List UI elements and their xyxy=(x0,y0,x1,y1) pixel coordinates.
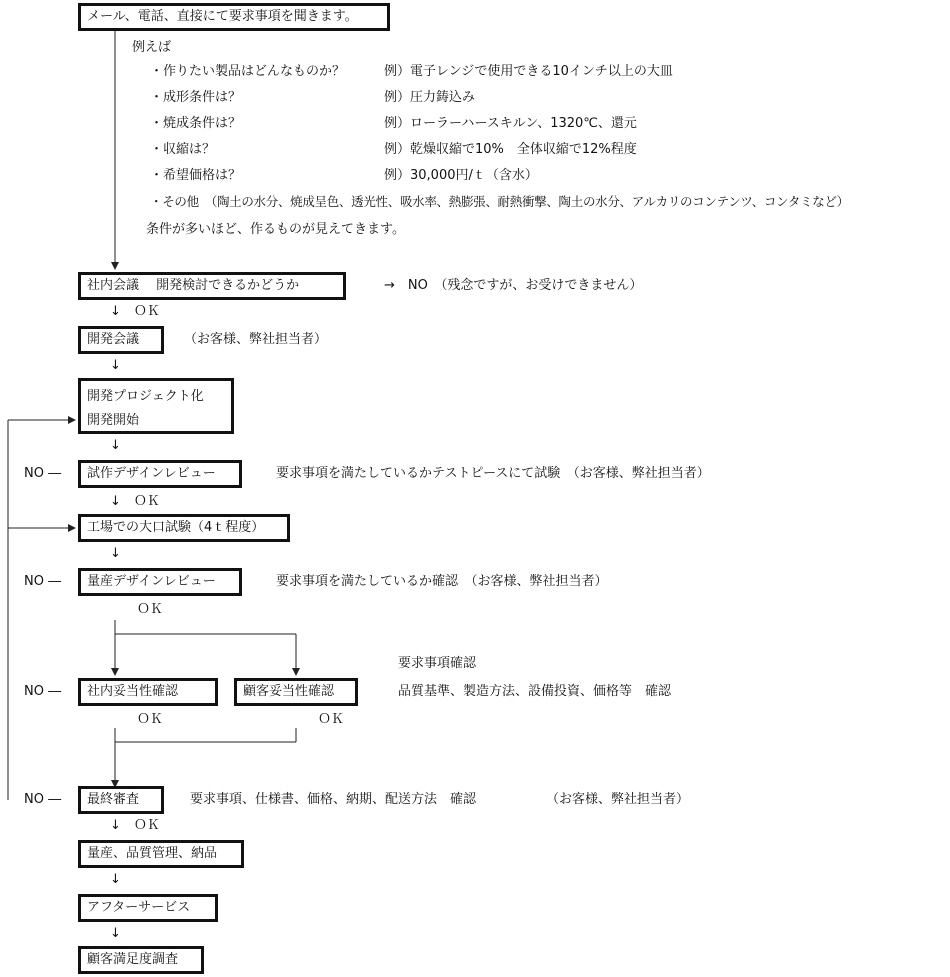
example-question: ・焼成条件は？ xyxy=(150,116,242,131)
example-answer: 例）30,000円/ｔ（含水） xyxy=(384,168,538,183)
mass-review-box xyxy=(78,568,242,596)
reject-note: → NO （残念ですが、お受けできません） xyxy=(384,278,643,293)
production-box xyxy=(78,840,244,868)
ok-label: ＯＫ xyxy=(318,712,345,727)
final-review-items: 要求事項、仕様書、価格、納期、配送方法 確認 xyxy=(190,792,477,807)
example-question: ・作りたい製品はどんなものか？ xyxy=(150,64,346,79)
example-question: ・収縮は？ xyxy=(150,142,216,157)
down-arrow: ↓ xyxy=(110,546,121,561)
example-question: ・希望価格は？ xyxy=(150,168,242,183)
example-answer: 例）ローラーハースキルン、1320℃、還元 xyxy=(384,116,637,131)
final-review-members: （お客様、弊社担当者） xyxy=(546,792,690,807)
internal-validity-label: 社内妥当性確認 xyxy=(87,684,179,699)
ok-arrow: ↓ ＯＫ xyxy=(110,494,160,509)
down-arrow: ↓ xyxy=(110,438,121,453)
inquiry-box xyxy=(78,3,390,31)
mass-review-label: 量産デザインレビュー xyxy=(87,574,216,589)
dev-meeting-members: （お客様、弊社担当者） xyxy=(184,332,328,347)
ok-label: ＯＫ xyxy=(137,602,164,617)
validity-items: 品質基準、製造方法、設備投資、価格等 確認 xyxy=(398,684,672,699)
example-answer: 例）電子レンジで使用できる10インチ以上の大皿 xyxy=(384,64,673,79)
down-arrow: ↓ xyxy=(110,358,121,373)
validity-title: 要求事項確認 xyxy=(398,656,477,671)
internal-meeting-box xyxy=(78,272,346,300)
example-question: ・成形条件は？ xyxy=(150,90,242,105)
ok-arrow: ↓ ＯＫ xyxy=(110,818,160,833)
production-label: 量産、品質管理、納品 xyxy=(87,846,218,861)
dev-meeting-box xyxy=(78,326,164,354)
ok-arrow: ↓ ＯＫ xyxy=(110,304,160,319)
ok-label: ＯＫ xyxy=(137,712,164,727)
final-review-box xyxy=(78,786,164,814)
dev-meeting-label: 開発会議 xyxy=(87,332,140,347)
no-label: NO ― xyxy=(24,574,62,589)
examples-heading: 例えば xyxy=(132,40,172,55)
internal-validity-box xyxy=(78,678,218,706)
customer-validity-box xyxy=(234,678,358,706)
down-arrow: ↓ xyxy=(110,926,121,941)
no-label: NO ― xyxy=(24,466,62,481)
examples-closing: 条件が多いほど、作るものが見えてきます。 xyxy=(146,222,405,237)
dev-project-box xyxy=(78,378,234,434)
example-answer: 例）乾燥収縮で10% 全体収縮で12%程度 xyxy=(384,142,637,157)
prototype-note: 要求事項を満たしているかテストピースにて試験 （お客様、弊社担当者） xyxy=(276,466,710,481)
after-service-label: アフターサービス xyxy=(87,900,191,915)
inquiry-label: メール、電話、直接にて要求事項を聞きます。 xyxy=(87,9,358,24)
factory-trial-box xyxy=(78,514,290,542)
dev-start-label: 開発開始 xyxy=(87,413,140,428)
prototype-review-box xyxy=(78,460,242,488)
example-other: ・その他 （陶土の水分、焼成呈色、透光性、吸水率、熱膨張、耐熱衝撃、陶土の水分、アルカリのコンテンツ、コンタミなど） xyxy=(150,194,849,209)
customer-validity-label: 顧客妥当性確認 xyxy=(243,684,335,699)
after-service-box xyxy=(78,894,218,922)
factory-trial-label: 工場での大口試験（4ｔ程度） xyxy=(87,520,265,535)
down-arrow: ↓ xyxy=(110,872,121,887)
dev-project-label: 開発プロジェクト化 xyxy=(87,389,204,404)
mass-review-note: 要求事項を満たしているか確認 （お客様、弊社担当者） xyxy=(276,574,608,589)
internal-meeting-label: 社内会議 開発検討できるかどうか xyxy=(87,278,300,293)
satisfaction-survey-box xyxy=(78,946,204,974)
final-review-label: 最終審査 xyxy=(87,792,140,807)
example-answer: 例）圧力鋳込み xyxy=(384,90,476,105)
prototype-review-label: 試作デザインレビュー xyxy=(87,466,216,481)
satisfaction-survey-label: 顧客満足度調査 xyxy=(87,952,179,967)
no-label: NO ― xyxy=(24,684,62,699)
no-label: NO ― xyxy=(24,792,62,807)
